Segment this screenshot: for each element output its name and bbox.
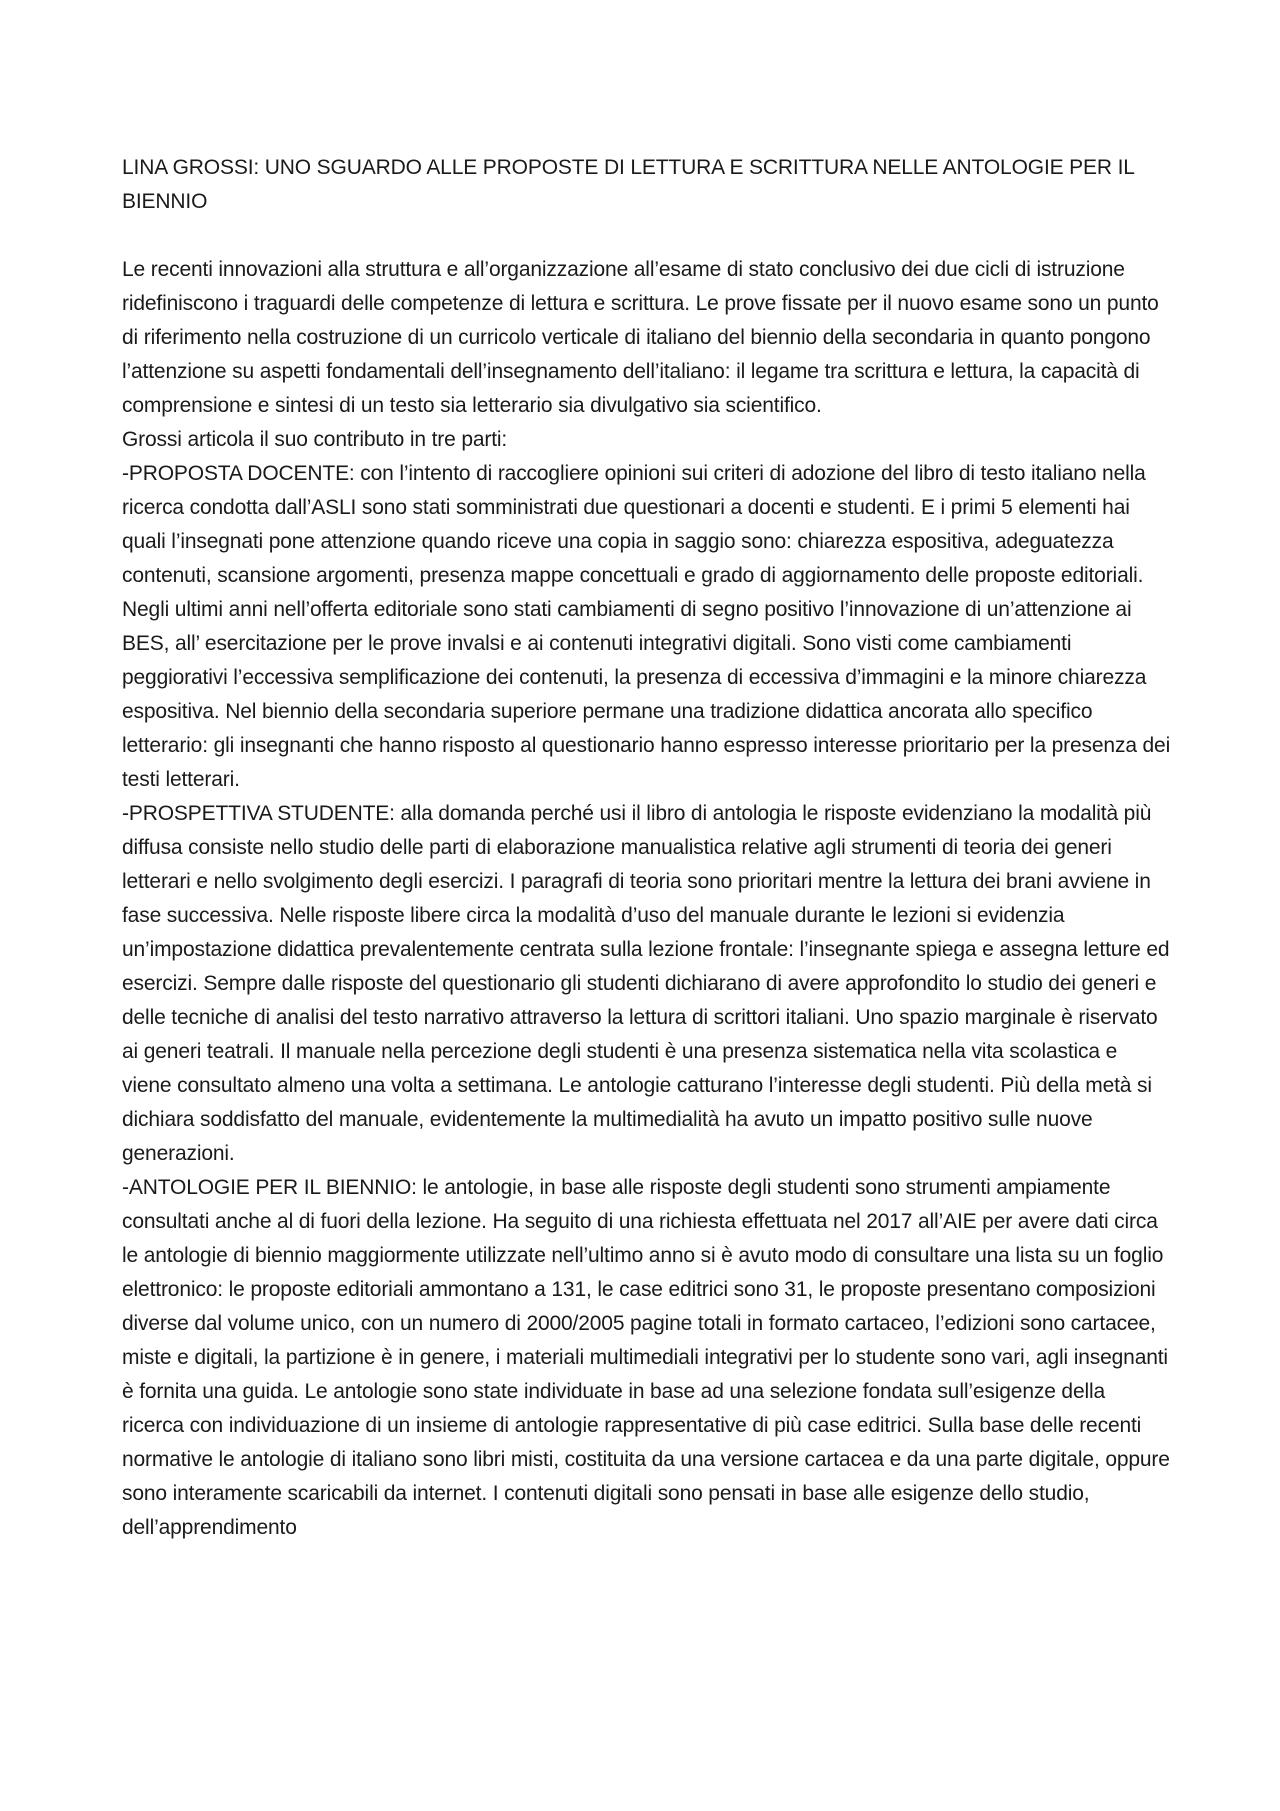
paragraph-outline: Grossi articola il suo contributo in tre parti:: [122, 428, 508, 451]
paragraph-intro: Le recenti innovazioni alla struttura e all’organizzazione all’esame di stato conclusivo dei due cicli di istruzione ridefiniscono i traguardi delle competenze di lettura e scrittura. Le prove fissate per il nuovo esame sono un punto di riferimento nella costruzione di un curricolo verticale di italiano del biennio della secondaria in quanto pongono l’attenzione su aspetti fondamentali dell’insegnamento dell’italiano: il legame tra scrittura e lettura, la capacità di comprensione e sintesi di un testo sia letterario sia divulgativo sia scientifico.: [122, 258, 1159, 417]
document-title: LINA GROSSI: UNO SGUARDO ALLE PROPOSTE DI LETTURA E SCRITTURA NELLE ANTOLOGIE PER IL BIENNIO: [122, 156, 1135, 213]
paragraph-antologie-biennio: -ANTOLOGIE PER IL BIENNIO: le antologie, in base alle risposte degli studenti sono strumenti ampiamente consultati anche al di fuori della lezione. Ha seguito di una richiesta effettuata nel 2017 all’AIE per avere dati circa le antologie di biennio maggiormente utilizzate nell’ultimo anno si è avuto modo di consultare una lista su un foglio elettronico: le proposte editoriali ammontano a 131, le case editrici sono 31, le proposte presentano composizioni diverse dal volume unico, con un numero di 2000/2005 pagine totali in formato cartaceo, l’edizioni sono cartacee, miste e digitali, la partizione è in genere, i materiali multimediali integrativi per lo studente sono vari, agli insegnanti è fornita una guida. Le antologie sono state individuate in base ad una selezione fondata sull’esigenze della ricerca con individuazione di un insieme di antologie rappresentative di più case editrici. Sulla base delle recenti normative le antologie di italiano sono libri misti, costituita da una versione cartacea e da una parte digitale, oppure sono interamente scaricabili da internet. I contenuti digitali sono pensati in base alle esigenze dello studio, dell’apprendimento: [122, 1176, 1170, 1539]
document-body: [122, 151, 1172, 1545]
paragraph-prospettiva-studente: -PROSPETTIVA STUDENTE: alla domanda perché usi il libro di antologia le risposte evidenziano la modalità più diffusa consiste nello studio delle parti di elaborazione manualistica relative agli strumenti di teoria dei generi letterari e nello svolgimento degli esercizi. I paragrafi di teoria sono prioritari mentre la lettura dei brani avviene in fase successiva. Nelle risposte libere circa la modalità d’uso del manuale durante le lezioni si evidenzia un’impostazione didattica prevalentemente centrata sulla lezione frontale: l’insegnante spiega e assegna letture ed esercizi. Sempre dalle risposte del questionario gli studenti dichiarano di avere approfondito lo studio dei generi e delle tecniche di analisi del testo narrativo attraverso la lettura di scrittori italiani. Uno spazio marginale è riservato ai generi teatrali. Il manuale nella percezione degli studenti è una presenza sistematica nella vita scolastica e viene consultato almeno una volta a settimana. Le antologie catturano l’interesse degli studenti. Più della metà si dichiara soddisfatto del manuale, evidentemente la multimedialità ha avuto un impatto positivo sulle nuove generazioni.: [122, 802, 1170, 1165]
paragraph-proposta-docente: -PROPOSTA DOCENTE: con l’intento di raccogliere opinioni sui criteri di adozione del libro di testo italiano nella ricerca condotta dall’ASLI sono stati somministrati due questionari a docenti e studenti. E i primi 5 elementi hai quali l’insegnati pone attenzione quando riceve una copia in saggio sono: chiarezza espositiva, adeguatezza contenuti, scansione argomenti, presenza mappe concettuali e grado di aggiornamento delle proposte editoriali. Negli ultimi anni nell’offerta editoriale sono stati cambiamenti di segno positivo l’innovazione di un’attenzione ai BES, all’ esercitazione per le prove invalsi e ai contenuti integrativi digitali. Sono visti come cambiamenti peggiorativi l’eccessiva semplificazione dei contenuti, la presenza di eccessiva d’immagini e la minore chiarezza espositiva. Nel biennio della secondaria superiore permane una tradizione didattica ancorata allo specifico letterario: gli insegnanti che hanno risposto al questionario hanno espresso interesse prioritario per la presenza dei testi letterari.: [122, 462, 1171, 791]
